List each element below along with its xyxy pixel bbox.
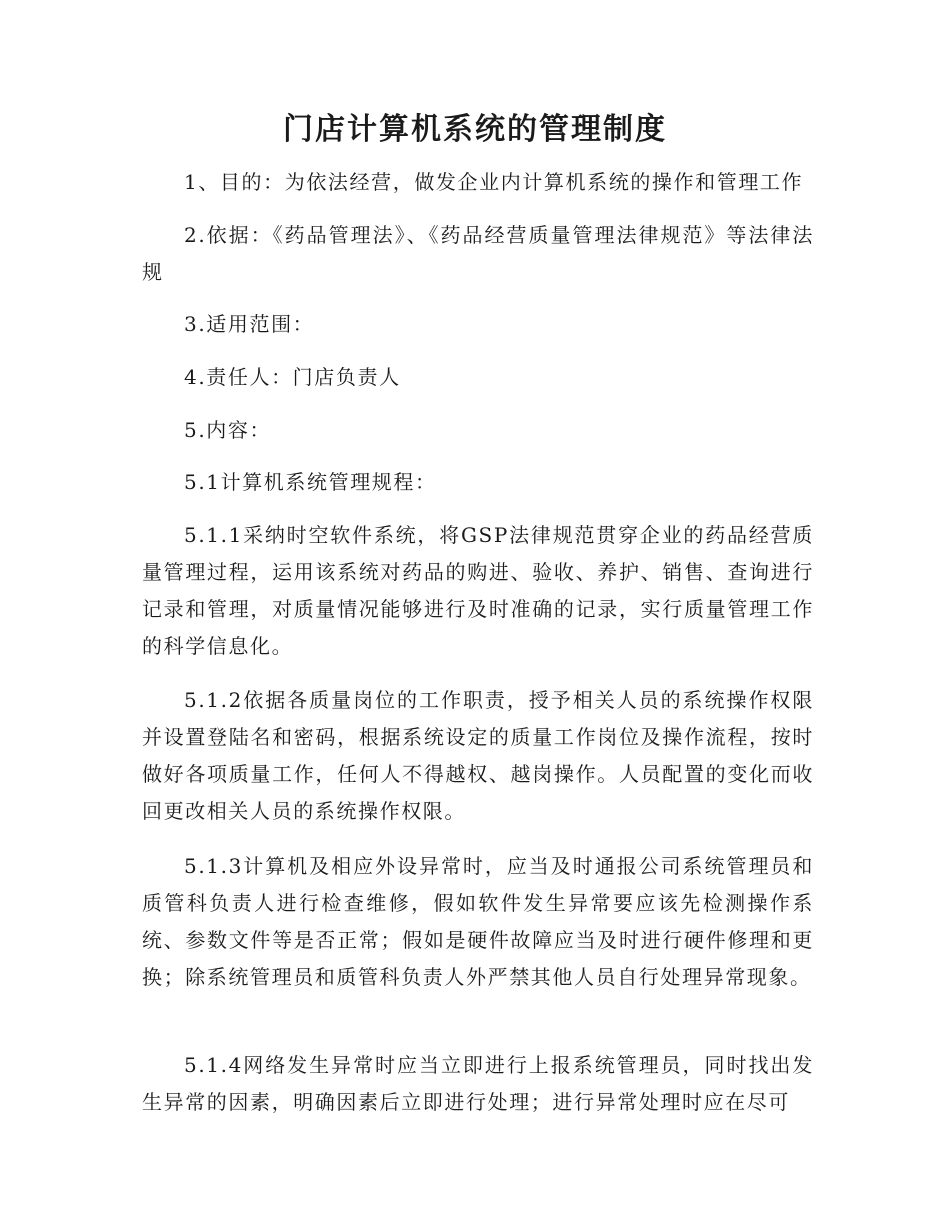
paragraph-content: 5.内容： <box>184 418 272 442</box>
paragraph-responsible: 4.责任人：门店负责人 <box>184 365 401 389</box>
paragraph-basis: 2.依据：《药品管理法》、《药品经营质量管理法律规范》等法律法规 <box>142 223 814 284</box>
paragraph-5-1: 5.1计算机系统管理规程： <box>184 470 437 494</box>
paragraph-5-1-4: 5.1.4网络发生异常时应当立即进行上报系统管理员，同时找出发生异常的因素，明确因素后立即进行处理；进行异常处理时应在尽可 <box>142 1053 814 1114</box>
paragraph-scope: 3.适用范围： <box>184 312 315 336</box>
paragraph-purpose: 1、目的：为依法经营，做发企业内计算机系统的操作和管理工作 <box>184 170 804 194</box>
paragraph-5-1-2: 5.1.2依据各质量岗位的工作职责，授予相关人员的系统操作权限并设置登陆名和密码，根据系统设定的质量工作岗位及操作流程，按时做好各项质量工作，任何人不得越权、越岗操作。人员配置的变化而收回更改相关人员的系统操作权限。 <box>142 688 814 823</box>
paragraph-5-1-3: 5.1.3计算机及相应外设异常时，应当及时通报公司系统管理员和质管科负责人进行检查维修，假如软件发生异常要应该先检测操作系统、参数文件等是否正常；假如是硬件故障应当及时进行硬件修理和更换；除系统管理员和质管科负责人外严禁其他人员自行处理异常现象。 <box>142 854 814 989</box>
paragraph-5-1-1: 5.1.1采纳时空软件系统，将GSP法律规范贯穿企业的药品经营质量管理过程，运用该系统对药品的购进、验收、养护、销售、查询进行记录和管理，对质量情况能够进行及时准确的记录，实行质量管理工作的科学信息化。 <box>142 523 814 658</box>
document-title: 门店计算机系统的管理制度 <box>283 112 667 147</box>
